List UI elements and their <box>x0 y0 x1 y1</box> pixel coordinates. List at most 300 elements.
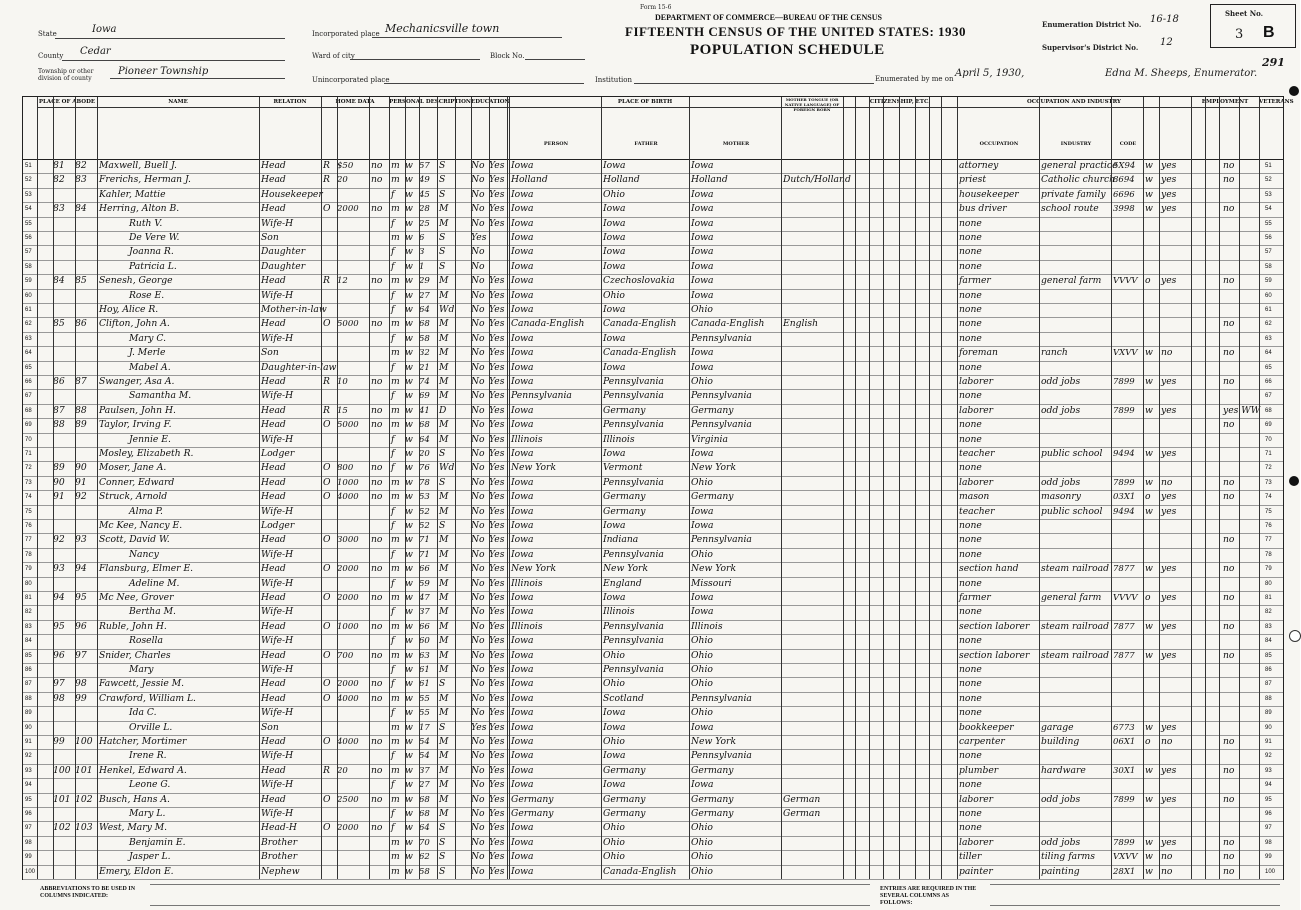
cell-val: 700 <box>337 650 354 661</box>
table-row <box>23 778 1283 793</box>
cell-read: Yes <box>489 188 505 200</box>
cell-bp: Iowa <box>511 520 534 531</box>
cell-read: Yes <box>489 750 505 762</box>
cell-bp: Iowa <box>511 534 534 546</box>
column-rule <box>1239 97 1240 879</box>
cell-mbp: Germany <box>691 491 734 503</box>
cell-bp: Germany <box>511 793 554 805</box>
cell-age: 68 <box>419 809 430 819</box>
cell-age: 64 <box>419 434 430 445</box>
line-number-right: 94 <box>1265 782 1272 789</box>
cell-race: w <box>405 635 413 647</box>
enumerator-name: Edna M. Sheeps, Enumerator. <box>1105 68 1258 79</box>
cell-mbp: Ohio <box>691 476 713 488</box>
cell-sex: m <box>391 232 400 243</box>
cell-age: 74 <box>419 377 430 387</box>
column-rule <box>369 97 370 879</box>
cell-rel: Son <box>261 347 279 359</box>
cell-rel: Lodger <box>261 520 295 531</box>
block-label: Block No. <box>490 52 525 60</box>
cell-name: Samantha M. <box>129 390 192 402</box>
enum-district-value: 16-18 <box>1150 14 1179 25</box>
cell-sex: m <box>391 347 400 359</box>
cell-name: Swanger, Asa A. <box>99 376 175 387</box>
cell-emp: w <box>1145 376 1153 387</box>
line-number-right: 75 <box>1265 508 1272 515</box>
line-number: 97 <box>25 825 32 832</box>
cell-fbp: Iowa <box>603 361 626 373</box>
line-number: 81 <box>25 595 32 601</box>
sup-district-label: Supervisor's District No. <box>1042 43 1139 52</box>
cell-read: Yes <box>489 390 505 402</box>
cell-read: Yes <box>489 275 505 287</box>
line-number-right: 76 <box>1265 523 1272 529</box>
cell-vet: no <box>1223 620 1235 632</box>
column-sub-header: FATHER <box>634 141 658 147</box>
line-number: 62 <box>25 321 32 328</box>
cell-fbp: Ohio <box>603 736 625 747</box>
cell-val: 2500 <box>337 794 359 805</box>
cell-ind: masonry <box>1041 491 1081 503</box>
column-rule <box>437 97 438 879</box>
cell-occ: none <box>959 534 982 546</box>
cell-fbp: Pennsylvania <box>603 548 664 560</box>
cell-race: w <box>405 592 413 603</box>
cell-sex: f <box>391 678 395 690</box>
cell-name: Irene R. <box>129 750 167 762</box>
cell-age: 69 <box>419 391 430 402</box>
cell-rel: Head <box>261 649 286 661</box>
cell-mar: Wd <box>439 462 455 474</box>
cell-bp: Illinois <box>511 433 543 445</box>
cell-race: w <box>405 491 413 503</box>
column-rule <box>843 97 844 879</box>
cell-occ: none <box>959 606 982 618</box>
line-number-right: 57 <box>1265 249 1272 256</box>
cell-bp: Iowa <box>511 275 534 287</box>
cell-age: 66 <box>419 564 430 575</box>
line-number-right: 56 <box>1265 235 1272 241</box>
cell-bp: Illinois <box>511 620 543 632</box>
cell-name: Snider, Charles <box>99 649 171 661</box>
cell-radio: no <box>371 563 383 575</box>
cell-read: Yes <box>489 865 505 877</box>
cell-fbp: Iowa <box>603 779 626 791</box>
column-group-header: PLACE OF ABODE <box>37 97 97 108</box>
cell-tongue: Dutch/Holland <box>783 174 851 186</box>
cell-name: Joanna R. <box>129 246 174 258</box>
table-row <box>23 404 1283 419</box>
cell-race: w <box>405 304 413 315</box>
column-sub-header: OCCUPATION <box>979 141 1019 147</box>
cell-name: Fawcett, Jessie M. <box>99 678 185 690</box>
table-row <box>23 447 1283 462</box>
cell-read: Yes <box>489 491 505 503</box>
cell-age: 54 <box>419 751 430 762</box>
cell-read: Yes <box>489 318 505 330</box>
cell-bp: Iowa <box>511 491 534 503</box>
cell-occ: none <box>959 750 982 762</box>
column-rule <box>489 97 490 879</box>
cell-age: 52 <box>419 521 430 531</box>
cell-rel: Head <box>261 692 286 704</box>
line-number-right: 99 <box>1265 854 1272 861</box>
cell-fbp: Pennsylvania <box>603 419 664 431</box>
column-rule <box>1111 97 1112 879</box>
cell-rel: Head <box>261 764 286 776</box>
cell-fbp: Ohio <box>603 851 625 863</box>
cell-mbp: New York <box>691 462 737 474</box>
column-rule <box>689 97 690 879</box>
cell-sex: f <box>391 505 395 517</box>
cell-bp: Iowa <box>511 419 534 431</box>
cell-bp: Holland <box>511 174 548 186</box>
cell-vet: no <box>1223 836 1235 848</box>
cell-read: Yes <box>489 620 505 632</box>
cell-race: w <box>405 750 413 762</box>
cell-mbp: Ohio <box>691 851 713 863</box>
cell-rel: Head <box>261 736 286 747</box>
cell-name: Patricia L. <box>129 260 177 272</box>
schedule-title: POPULATION SCHEDULE <box>690 42 885 58</box>
cell-name: J. Merle <box>129 347 166 359</box>
cell-sex: f <box>391 577 395 589</box>
cell-mbp: Ohio <box>691 865 713 877</box>
cell-age: 25 <box>419 218 430 229</box>
cell-dw: 96 <box>53 649 65 661</box>
column-rule <box>419 97 420 879</box>
cell-occ: none <box>959 361 982 373</box>
cell-dw: 101 <box>53 793 71 805</box>
cell-bp: Iowa <box>511 347 534 359</box>
cell-fbp: Czechoslovakia <box>603 275 675 287</box>
cell-age: 3 <box>419 247 425 258</box>
line-number-right: 66 <box>1265 379 1272 385</box>
table-row <box>23 505 1283 520</box>
cell-sex: f <box>391 750 395 762</box>
table-row <box>23 375 1283 390</box>
cell-fbp: Ohio <box>603 649 625 661</box>
cell-occ: none <box>959 678 982 690</box>
cell-mbp: Ohio <box>691 304 713 315</box>
cell-own: O <box>323 692 331 704</box>
cell-occ: section laborer <box>959 649 1030 661</box>
cell-bp: Iowa <box>511 160 534 171</box>
cell-race: w <box>405 563 413 575</box>
cell-rel: Head <box>261 419 286 431</box>
line-number: 74 <box>25 494 32 501</box>
cell-bp: Iowa <box>511 779 534 791</box>
cell-dw: 90 <box>53 476 65 488</box>
cell-read: Yes <box>489 577 505 589</box>
table-row <box>23 476 1283 491</box>
column-rule <box>97 97 98 879</box>
line-number-right: 74 <box>1265 494 1272 501</box>
line-number-right: 54 <box>1265 206 1272 213</box>
cell-mar: D <box>439 404 447 416</box>
line-number-right: 80 <box>1265 580 1272 587</box>
cell-yes: yes <box>1161 203 1177 215</box>
cell-fbp: Ohio <box>603 678 625 690</box>
cell-fa: 86 <box>75 318 87 330</box>
cell-mbp: Ohio <box>691 548 713 560</box>
cell-bp: Iowa <box>511 822 534 834</box>
cell-own: O <box>323 649 331 661</box>
cell-mbp: Ohio <box>691 664 713 675</box>
cell-yes: yes <box>1161 563 1177 575</box>
cell-name: Scott, David W. <box>99 534 170 546</box>
cell-age: 27 <box>419 780 430 791</box>
cell-sex: m <box>391 376 400 387</box>
cell-rel: Wife-H <box>261 217 294 229</box>
cell-occ: none <box>959 433 982 445</box>
cell-school: Yes <box>471 232 487 243</box>
cell-fa: 99 <box>75 692 87 704</box>
cell-age: 70 <box>419 837 430 848</box>
cell-occ: teacher <box>959 448 995 459</box>
cell-mar: M <box>439 433 449 445</box>
cell-school: No <box>471 476 485 488</box>
cell-own: O <box>323 318 331 330</box>
cell-read: Yes <box>489 376 505 387</box>
cell-name: Herring, Alton B. <box>99 203 180 215</box>
cell-read: Yes <box>489 347 505 359</box>
cell-read: Yes <box>489 664 505 675</box>
table-row <box>23 548 1283 563</box>
cell-mbp: Missouri <box>691 577 732 589</box>
line-number: 61 <box>25 307 32 313</box>
cell-sex: f <box>391 246 395 258</box>
line-number: 87 <box>25 681 32 688</box>
cell-mbp: Iowa <box>691 160 714 171</box>
table-row <box>23 764 1283 779</box>
cell-rel: Wife-H <box>261 808 294 819</box>
line-number: 52 <box>25 177 32 184</box>
cell-ind: hardware <box>1041 764 1086 776</box>
line-number: 98 <box>25 839 32 846</box>
column-group-header: CITIZENSHIP, ETC. <box>843 97 957 108</box>
column-rule <box>509 97 510 879</box>
cell-emp: w <box>1145 203 1153 215</box>
line-number-right: 52 <box>1265 177 1272 184</box>
township-label: Township or other division of county <box>38 68 94 82</box>
cell-race: w <box>405 390 413 402</box>
cell-read: Yes <box>489 678 505 690</box>
cell-own: O <box>323 678 331 690</box>
cell-code: 8694 <box>1113 175 1135 186</box>
cell-yes: no <box>1161 851 1173 863</box>
cell-code: 7899 <box>1113 405 1135 416</box>
line-number-right: 93 <box>1265 767 1272 774</box>
line-number-right: 81 <box>1265 595 1272 601</box>
cell-fbp: Iowa <box>603 750 626 762</box>
cell-sex: f <box>391 361 395 373</box>
cell-name: Ruth V. <box>129 217 163 229</box>
cell-mar: M <box>439 275 449 287</box>
cell-school: No <box>471 664 485 675</box>
cell-ind: odd jobs <box>1041 376 1081 387</box>
line-number: 57 <box>25 249 32 256</box>
cell-race: w <box>405 347 413 359</box>
cell-mbp: Ohio <box>691 376 713 387</box>
cell-race: w <box>405 534 413 546</box>
cell-yes: no <box>1161 476 1173 488</box>
cell-mar: M <box>439 779 449 791</box>
cell-vet: no <box>1223 793 1235 805</box>
cell-yes: yes <box>1161 764 1177 776</box>
cell-bp: Iowa <box>511 361 534 373</box>
cell-fbp: Iowa <box>603 203 626 215</box>
cell-name: Rose E. <box>129 289 165 301</box>
cell-mbp: Virginia <box>691 433 728 445</box>
column-rule <box>53 97 54 879</box>
cell-bp: Iowa <box>511 232 534 243</box>
line-number-right: 72 <box>1265 465 1272 472</box>
cell-emp: w <box>1145 160 1153 171</box>
township-value: Pioneer Township <box>118 66 209 77</box>
cell-yes: yes <box>1161 174 1177 186</box>
cell-age: 58 <box>419 866 430 877</box>
cell-sex: m <box>391 721 400 733</box>
column-rule <box>471 97 472 879</box>
cell-rel: Head <box>261 793 286 805</box>
table-row <box>23 346 1283 361</box>
cell-mbp: Ohio <box>691 836 713 848</box>
cell-name: Clifton, John A. <box>99 318 170 330</box>
cell-sex: m <box>391 692 400 704</box>
cell-mbp: Pennsylvania <box>691 390 752 402</box>
table-row <box>23 519 1283 534</box>
cell-bp: Iowa <box>511 851 534 863</box>
cell-fbp: Ohio <box>603 188 625 200</box>
line-number: 70 <box>25 436 32 443</box>
cell-own: O <box>323 822 331 834</box>
cell-sex: m <box>391 563 400 575</box>
cell-age: 52 <box>419 506 430 517</box>
line-number-right: 59 <box>1265 278 1272 285</box>
cell-mar: S <box>439 448 446 459</box>
cell-age: 78 <box>419 477 430 488</box>
cell-fa: 100 <box>75 736 93 747</box>
cell-emp: w <box>1145 721 1153 733</box>
cell-fa: 84 <box>75 203 87 215</box>
cell-mar: M <box>439 376 449 387</box>
cell-mbp: Germany <box>691 404 734 416</box>
cell-radio: no <box>371 318 383 330</box>
cell-sex: f <box>391 779 395 791</box>
cell-race: w <box>405 822 413 834</box>
line-number: 69 <box>25 422 32 429</box>
cell-fa: 90 <box>75 462 87 474</box>
cell-code: 03X1 <box>1113 492 1136 503</box>
cell-mbp: Iowa <box>691 721 714 733</box>
cell-ind: odd jobs <box>1041 404 1081 416</box>
line-number-right: 77 <box>1265 537 1272 544</box>
cell-school: No <box>471 404 485 416</box>
cell-bp: Iowa <box>511 505 534 517</box>
cell-fa: 102 <box>75 793 93 805</box>
cell-name: Maxwell, Buell J. <box>99 160 177 171</box>
cell-val: 5000 <box>337 420 359 431</box>
cell-code: 9494 <box>1113 506 1135 517</box>
cell-emp: w <box>1145 448 1153 459</box>
cell-occ: mason <box>959 491 990 503</box>
cell-radio: no <box>371 404 383 416</box>
cell-name: Jennie E. <box>129 433 171 445</box>
cell-rel: Brother <box>261 851 298 863</box>
cell-fbp: Iowa <box>603 332 626 344</box>
cell-rel: Nephew <box>261 865 300 877</box>
cell-age: 49 <box>419 175 430 186</box>
cell-sex: m <box>391 836 400 848</box>
cell-name: Taylor, Irving F. <box>99 419 172 431</box>
cell-occ: none <box>959 635 982 647</box>
cell-occ: none <box>959 318 982 330</box>
cell-sex: f <box>391 332 395 344</box>
cell-ind: Catholic church <box>1041 174 1116 186</box>
cell-yes: yes <box>1161 620 1177 632</box>
cell-mbp: Pennsylvania <box>691 332 752 344</box>
cell-race: w <box>405 721 413 733</box>
cell-age: 64 <box>419 305 430 315</box>
cell-ind: odd jobs <box>1041 793 1081 805</box>
line-number-right: 58 <box>1265 263 1272 270</box>
cell-occ: tiller <box>959 851 982 863</box>
cell-val: $50 <box>337 161 354 171</box>
cell-age: 68 <box>419 420 430 431</box>
cell-occ: laborer <box>959 404 994 416</box>
cell-mbp: Pennsylvania <box>691 534 752 546</box>
cell-fbp: Iowa <box>603 448 626 459</box>
cell-tongue: German <box>783 793 821 805</box>
line-number-right: 97 <box>1265 825 1272 832</box>
cell-emp: w <box>1145 476 1153 488</box>
cell-radio: no <box>371 419 383 431</box>
column-group-header: NAME <box>97 97 259 108</box>
cell-fa: 88 <box>75 404 87 416</box>
line-number: 86 <box>25 667 32 673</box>
cell-name: Nancy <box>129 548 159 560</box>
column-group-header: EMPLOYMENT <box>1191 97 1259 108</box>
cell-mar: M <box>439 548 449 560</box>
column-rule <box>321 97 322 879</box>
cell-rel: Lodger <box>261 448 295 459</box>
cell-val: 5000 <box>337 319 359 330</box>
column-group-header: PLACE OF BIRTH <box>509 97 781 108</box>
line-number: 59 <box>25 278 32 285</box>
cell-radio: no <box>371 793 383 805</box>
cell-occ: housekeeper <box>959 188 1019 200</box>
line-number-right: 69 <box>1265 422 1272 429</box>
cell-read: Yes <box>489 520 505 531</box>
table-row <box>23 735 1283 750</box>
cell-sex: m <box>391 793 400 805</box>
column-group-header: VETERANS <box>1259 97 1283 108</box>
cell-rel: Head <box>261 476 286 488</box>
cell-fa: 98 <box>75 678 87 690</box>
cell-name: Struck, Arnold <box>99 491 168 503</box>
cell-mar: M <box>439 764 449 776</box>
cell-rel: Housekeeper <box>261 188 323 200</box>
cell-bp: Canada-English <box>511 318 585 330</box>
cell-fa: 82 <box>75 160 87 171</box>
column-rule <box>855 97 856 879</box>
cell-own: R <box>323 160 330 171</box>
table-row <box>23 865 1283 880</box>
cell-code: 6773 <box>1113 722 1135 733</box>
cell-dw: 86 <box>53 376 65 387</box>
cell-school: No <box>471 592 485 603</box>
